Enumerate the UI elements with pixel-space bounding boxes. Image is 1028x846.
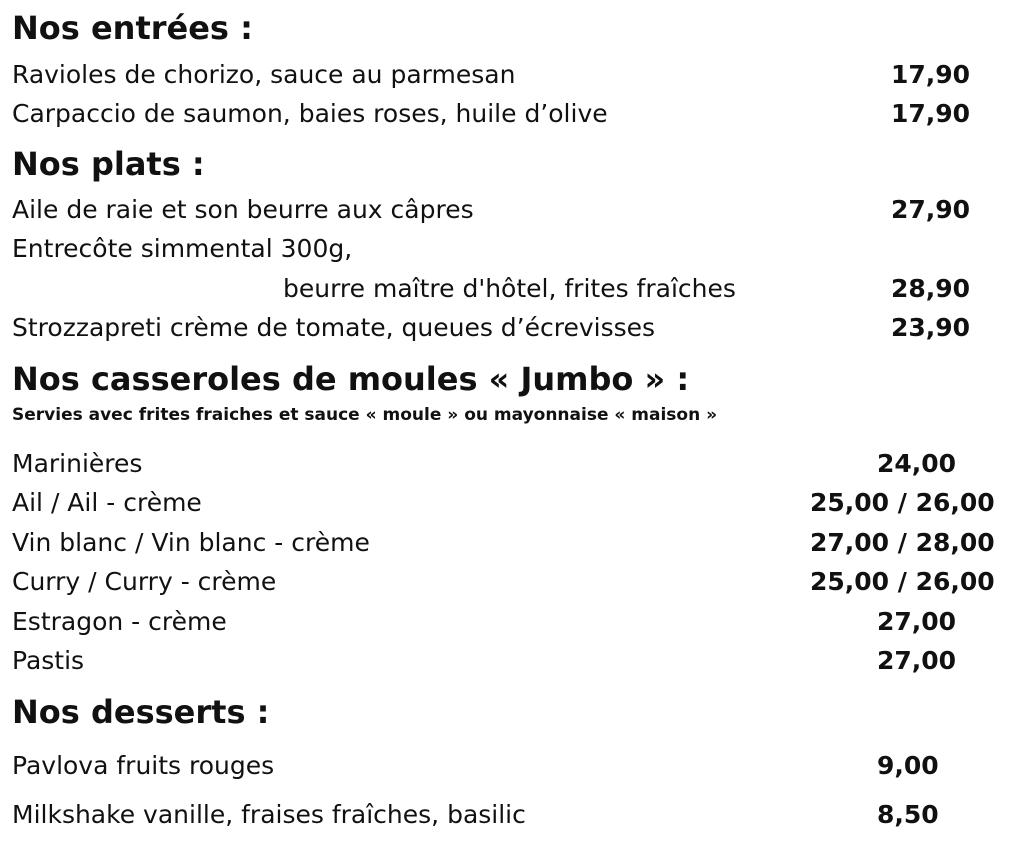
menu-item-name: Carpaccio de saumon, baies roses, huile d’olive — [12, 99, 608, 128]
moules-heading: Nos casseroles de moules « Jumbo » : — [12, 360, 690, 398]
plats-heading: Nos plats : — [12, 145, 205, 183]
menu-item-price: 27,00 — [877, 646, 957, 675]
menu-item-price: 17,90 — [891, 60, 971, 89]
menu-item-name: Vin blanc / Vin blanc - crème — [12, 528, 370, 557]
menu-item-price: 24,00 — [877, 449, 957, 478]
menu-item-price: 23,90 — [891, 313, 971, 342]
menu-item-name: Entrecôte simmental 300g, — [12, 234, 353, 263]
menu-item-price: 17,90 — [891, 99, 971, 128]
desserts-heading: Nos desserts : — [12, 693, 270, 731]
menu-item-price: 25,00 / 26,00 — [810, 488, 995, 517]
menu-item-name: Marinières — [12, 449, 143, 478]
menu-item-price: 8,50 — [877, 800, 939, 829]
menu-item-price: 25,00 / 26,00 — [810, 567, 995, 596]
menu-item-price: 27,00 — [877, 607, 957, 636]
menu-item-name: Aile de raie et son beurre aux câpres — [12, 195, 474, 224]
menu-item-name: Ravioles de chorizo, sauce au parmesan — [12, 60, 516, 89]
menu-item-price: 27,00 / 28,00 — [810, 528, 995, 557]
menu-item-price: 27,90 — [891, 195, 971, 224]
menu-item-name: Strozzapreti crème de tomate, queues d’écrevisses — [12, 313, 656, 342]
menu-item-price: 9,00 — [877, 751, 939, 780]
menu-item-name-continuation: beurre maître d'hôtel, frites fraîches — [283, 274, 736, 303]
entrees-heading: Nos entrées : — [12, 9, 253, 47]
menu-item-price: 28,90 — [891, 274, 971, 303]
menu-item-name: Pastis — [12, 646, 85, 675]
menu-item-name: Pavlova fruits rouges — [12, 751, 275, 780]
menu-item-name: Curry / Curry - crème — [12, 567, 277, 596]
moules-subheading: Servies avec frites fraiches et sauce « moule » ou mayonnaise « maison » — [12, 405, 718, 425]
menu-item-name: Estragon - crème — [12, 607, 227, 636]
menu-item-name: Ail / Ail - crème — [12, 488, 202, 517]
menu-item-name: Milkshake vanille, fraises fraîches, basilic — [12, 800, 526, 829]
